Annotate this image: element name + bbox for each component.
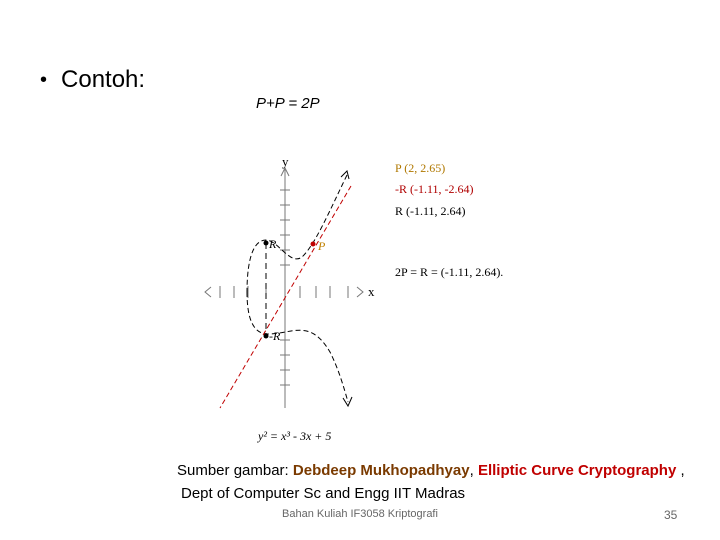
source-separator: , (469, 462, 478, 479)
point-neg-r-label: -R (-1.11, -2.64) (395, 182, 474, 196)
source-suffix: , (676, 462, 685, 479)
result-label: 2P = R = (-1.11, 2.64). (395, 265, 504, 279)
page-number: 35 (664, 508, 678, 522)
curve-top-arrow (341, 171, 349, 179)
curve-upper-branch (247, 175, 347, 292)
curve-equation: y² = x³ - 3x + 5 (258, 429, 332, 443)
x-axis-ticks (205, 286, 363, 298)
curve-bottom-arrow (343, 397, 352, 406)
source-line-2: Dept of Computer Sc and Engg IIT Madras (181, 485, 466, 502)
bullet-text: Contoh: (61, 66, 146, 93)
mark-p: P (318, 239, 326, 253)
footer-course: Bahan Kuliah IF3058 Kriptografi (282, 508, 438, 520)
point-p (311, 242, 316, 247)
source-title: Elliptic Curve Cryptography (477, 462, 677, 479)
source-line-1 (177, 459, 685, 482)
source-prefix: Sumber gambar: (177, 462, 293, 479)
mark-neg-r: -R (269, 329, 281, 343)
point-p-label: P (2, 2.65) (395, 161, 446, 175)
x-axis-label: x (368, 284, 375, 299)
source-citation (177, 459, 685, 505)
slide-subtitle: P+P = 2P (256, 95, 320, 112)
point-neg-r (264, 334, 269, 339)
mark-r: R (269, 237, 277, 251)
point-r (264, 241, 269, 246)
y-axis-label: y (282, 154, 289, 169)
curve-lower-branch (247, 292, 348, 402)
point-r-label: R (-1.11, 2.64) (395, 204, 466, 218)
source-author: Debdeep Mukhopadhyay (292, 462, 470, 479)
bullet-icon: • (40, 68, 48, 91)
